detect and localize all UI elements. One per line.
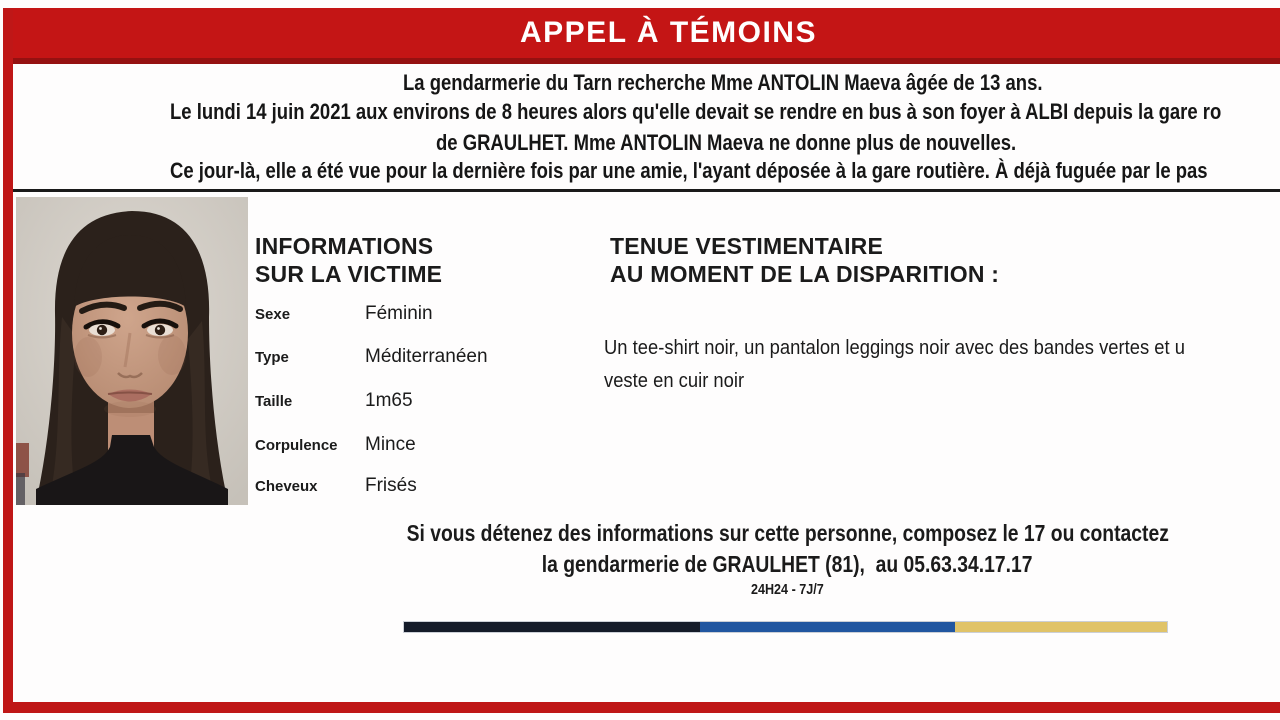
field-value: Mince [365, 434, 416, 455]
clothing-line-2: veste en cuir noir [604, 370, 745, 392]
victim-info-heading-1: INFORMATIONS [255, 233, 434, 259]
field-value: Frisés [365, 475, 417, 496]
contact-line-1: Si vous détenez des informations sur cette personne, composez le 17 ou contactez [406, 520, 1169, 546]
field-row-sexe [255, 303, 433, 325]
header-band [3, 8, 1280, 64]
field-row-taille [255, 390, 413, 412]
intro-line-3: de GRAULHET. Mme ANTOLIN Maeva ne donne plus de nouvelles. [436, 130, 1017, 155]
bar-segment-navy [404, 622, 700, 632]
frame-bottom-border [3, 702, 1280, 713]
clothing-heading-1: TENUE VESTIMENTAIRE [610, 233, 884, 259]
frame-left-border [3, 8, 13, 713]
bar-segment-gold [955, 622, 1167, 632]
gendarmerie-tricolor-bar [404, 622, 1167, 632]
bar-segment-blue [700, 622, 955, 632]
field-label: Type [255, 349, 289, 366]
intro-line-4: Ce jour-là, elle a été vue pour la dernière fois par une amie, l'ayant déposée à la gare routière. À déjà fuguée par le pas [170, 158, 1208, 183]
intro-line-2: Le lundi 14 juin 2021 aux environs de 8 heures alors qu'elle devait se rendre en bus à son foyer à ALBI depuis la gare ro [170, 99, 1222, 124]
divider-line [13, 189, 1280, 192]
field-row-type [255, 346, 488, 368]
field-row-corpulence [255, 434, 416, 456]
contact-availability: 24H24 - 7J/7 [751, 581, 824, 598]
field-label: Taille [255, 393, 293, 410]
poster-title: APPEL À TÉMOINS [520, 16, 817, 49]
field-value: Féminin [365, 303, 433, 324]
victim-info-heading-2: SUR LA VICTIME [255, 261, 443, 287]
clothing-line-1: Un tee-shirt noir, un pantalon leggings noir avec des bandes vertes et u [604, 337, 1185, 359]
field-label: Corpulence [255, 437, 338, 454]
clothing-heading-2: AU MOMENT DE LA DISPARITION : [610, 261, 1000, 287]
field-row-cheveux [255, 475, 417, 497]
portrait-photo [16, 197, 248, 505]
field-label: Cheveux [255, 478, 318, 495]
field-label: Sexe [255, 306, 291, 323]
field-value: Méditerranéen [365, 346, 488, 367]
intro-line-1: La gendarmerie du Tarn recherche Mme ANTOLIN Maeva âgée de 13 ans. [403, 70, 1043, 95]
contact-line-2: la gendarmerie de GRAULHET (81), au 05.63.34.17.17 [542, 551, 1033, 577]
field-value: 1m65 [365, 390, 413, 411]
